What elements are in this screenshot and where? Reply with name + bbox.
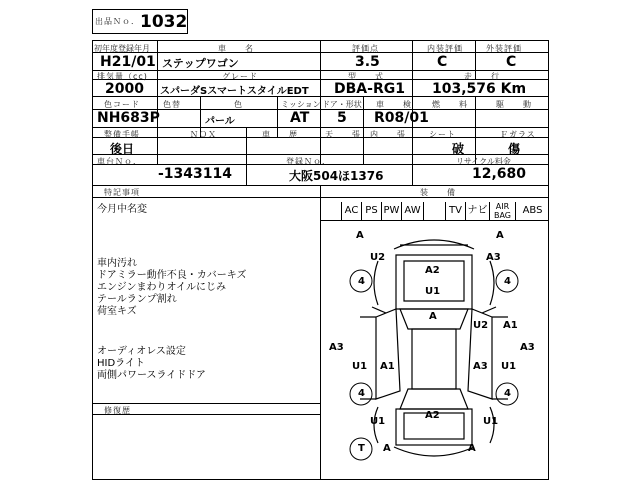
- condition-line: ドアミラー動作不良・カバーキズ: [97, 270, 247, 281]
- recycle-value: 12,680: [472, 166, 527, 182]
- chassis-label: 車台Ｎｏ．: [97, 157, 142, 166]
- inner-label: 内 張: [370, 130, 406, 139]
- mark-rear-u1-right: U1: [483, 416, 499, 427]
- rear-window: [400, 389, 468, 409]
- color-code-value: NH683P: [97, 110, 160, 126]
- condition-line: 車内汚れ: [97, 258, 137, 269]
- transmission-label: ミッション: [281, 100, 321, 109]
- interior-label: 内装評価: [427, 44, 463, 53]
- option-notes: [97, 346, 206, 382]
- condition-line: エンジンまわりオイルにじみ: [97, 282, 226, 293]
- equip-ps: PS: [362, 202, 382, 220]
- mark-right-a: A1: [503, 320, 518, 331]
- mark-tire-rr: 4: [504, 388, 511, 399]
- mileage-value: 103,576 Km: [432, 81, 527, 97]
- equip-tv: TV: [446, 202, 466, 220]
- displacement-label: 排気量（cc): [97, 72, 148, 81]
- mark-u1-right: U1: [501, 361, 517, 372]
- mark-bonnet-u: U1: [425, 286, 441, 297]
- mark-bottom-t: T: [358, 443, 365, 454]
- nox-label: ＮＯＸ: [190, 130, 217, 139]
- mark-left-a3: A3: [329, 342, 344, 353]
- displacement-value: 2000: [105, 81, 144, 97]
- lot-label: 出品Ｎｏ．: [95, 17, 140, 26]
- mark-bottom-a-left: A: [383, 443, 391, 454]
- model-label: 車 名: [218, 44, 254, 53]
- mark-tire-rl: 4: [358, 388, 365, 399]
- model-value: ステップワゴン: [162, 57, 239, 70]
- equip-abs: ABS: [522, 205, 543, 216]
- color-no-label: 色替: [163, 100, 181, 109]
- mark-right-u: U2: [473, 320, 489, 331]
- equip-airbag: AIR BAG: [490, 202, 516, 220]
- drive-label: 駆 動: [496, 100, 532, 109]
- equip-aw: AW: [402, 202, 424, 220]
- remarks-line1: 今月中名変: [97, 204, 147, 215]
- inspection-value: R08/01: [374, 110, 429, 126]
- color-code-label: 色コード: [104, 100, 140, 109]
- left-side: [376, 309, 400, 399]
- seat-label: シート: [429, 130, 456, 139]
- grade-value: スパーダSスマートスタイルEDT: [160, 86, 309, 97]
- recycle-label: リサイクル料金: [456, 157, 511, 166]
- ceiling-label: 天 張: [325, 130, 361, 139]
- remarks-label: 特記事項: [104, 188, 140, 197]
- mark-roof: A: [429, 311, 437, 322]
- history-label: 車 歴: [262, 130, 298, 139]
- option-line: 両側パワースライドドア: [97, 370, 206, 381]
- equip-ac: AC: [342, 202, 362, 220]
- grade-label: グレード: [222, 72, 258, 81]
- glass-label: Ｆガラス: [500, 130, 536, 139]
- glass-value: 傷: [508, 142, 521, 156]
- score-label: 評価点: [352, 44, 379, 53]
- seat-value: 破: [452, 142, 465, 156]
- mark-rear-u1-left: U1: [370, 416, 386, 427]
- mark-right-a3: A3: [520, 342, 535, 353]
- rear-bumper: [394, 447, 474, 456]
- first-reg-value: H21/01: [100, 54, 156, 70]
- mark-front-left: A: [356, 230, 364, 241]
- color-value: パール: [205, 116, 235, 127]
- repair-label: 修復歴: [104, 406, 131, 415]
- type-label: 型 式: [348, 72, 384, 81]
- score-value: 3.5: [355, 54, 380, 70]
- condition-line: テールランプ割れ: [97, 294, 177, 305]
- mark-a1-left: A1: [380, 361, 395, 372]
- transmission-value: AT: [290, 110, 310, 126]
- equipment-label: 装 備: [420, 188, 456, 197]
- fuel-label: 燃 料: [432, 100, 468, 109]
- equip-blank: [320, 202, 342, 220]
- color-label: 色: [234, 100, 243, 109]
- mark-a3-right: A3: [473, 361, 488, 372]
- doors-label: ドア・形状: [322, 100, 362, 109]
- chassis-value: -1343114: [158, 166, 232, 182]
- condition-notes: [97, 258, 247, 318]
- condition-line: 荷室キズ: [97, 306, 137, 317]
- mark-bottom-a-right: A: [468, 443, 476, 454]
- lot-number: 1032: [140, 12, 188, 32]
- exterior-value: C: [506, 54, 517, 70]
- mark-tire-fl: 4: [358, 276, 365, 287]
- plate-value: 大阪504ほ1376: [289, 169, 384, 183]
- mark-u1-left: U1: [352, 361, 368, 372]
- type-value: DBA-RG1: [334, 81, 405, 97]
- inspection-label: 車 検: [376, 100, 412, 109]
- equip-navi: ナビ: [466, 202, 490, 220]
- roof: [412, 329, 456, 389]
- car-diagram: [320, 221, 549, 480]
- mark-rear-a2: A2: [425, 410, 440, 421]
- first-reg-label: 初年度登録年月: [94, 44, 150, 53]
- mark-front-right: A: [496, 230, 504, 241]
- interior-value: C: [437, 54, 448, 70]
- plate-label: 登録Ｎｏ．: [286, 157, 331, 166]
- doors-value: 5: [337, 110, 347, 126]
- mark-hood-right: A3: [486, 252, 501, 263]
- equip-blank2: [424, 202, 446, 220]
- mark-tire-fr: 4: [504, 276, 511, 287]
- maintenance-label: 整備手帳: [104, 130, 140, 139]
- option-line: オーディオレス設定: [97, 346, 186, 357]
- mileage-label: 走 行: [464, 72, 500, 81]
- mark-hood-left: U2: [370, 252, 386, 263]
- option-line: HIDライト: [97, 358, 145, 369]
- maintenance-value: 後日: [110, 142, 135, 156]
- exterior-label: 外装評価: [486, 44, 522, 53]
- equipment-row: [320, 202, 549, 220]
- equip-pw: PW: [382, 202, 402, 220]
- mark-bonnet-a: A2: [425, 265, 440, 276]
